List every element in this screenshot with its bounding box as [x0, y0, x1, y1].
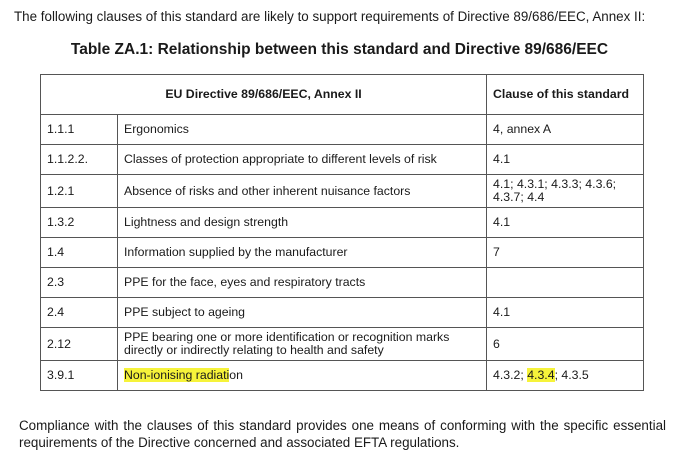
requirement-id: 2.3: [41, 268, 118, 298]
table-header-row: [41, 75, 644, 115]
table-row: [41, 115, 644, 145]
table-row: [41, 298, 644, 328]
requirement-description: Absence of risks and other inherent nuisance factors: [118, 175, 487, 208]
compliance-paragraph: Compliance with the clauses of this standard provides one means of conforming with the specific essential requirements of the Directive concerned and associated EFTA regulations.: [19, 418, 666, 450]
table-row: [41, 175, 644, 208]
table-row: [41, 208, 644, 238]
requirement-id: 3.9.1: [41, 361, 118, 391]
table-row: [41, 361, 644, 391]
table-row: [41, 268, 644, 298]
clause-reference: [487, 361, 644, 391]
clause-reference: 4, annex A: [487, 115, 644, 145]
table-row: [41, 328, 644, 361]
requirement-id: 1.3.2: [41, 208, 118, 238]
table-title: Table ZA.1: Relationship between this standard and Directive 89/686/EEC: [70, 41, 609, 58]
clause-reference: 4.1: [487, 208, 644, 238]
clause-reference: 4.1: [487, 145, 644, 175]
requirement-description: [118, 361, 487, 391]
requirement-description: PPE subject to ageing: [118, 298, 487, 328]
requirement-description: Classes of protection appropriate to different levels of risk: [118, 145, 487, 175]
highlighted-text: Non-ionising radiati: [124, 368, 230, 382]
clause-reference: 4.1; 4.3.1; 4.3.3; 4.3.6; 4.3.7; 4.4: [487, 175, 644, 208]
requirement-id: 1.4: [41, 238, 118, 268]
clause-reference: 7: [487, 238, 644, 268]
requirement-description: Ergonomics: [118, 115, 487, 145]
description-remainder: on: [229, 368, 243, 382]
relationship-table: [40, 74, 644, 391]
clause-reference: 6: [487, 328, 644, 361]
highlighted-clause: 4.3.4: [527, 368, 555, 382]
clause-part-before: 4.3.2;: [493, 368, 528, 382]
requirement-id: 1.1.1: [41, 115, 118, 145]
clause-part-after: ; 4.3.5: [554, 368, 589, 382]
requirement-description: Lightness and design strength: [118, 208, 487, 238]
intro-text: The following clauses of this standard are likely to support requirements of Directive 89/686/EEC, Annex II:: [14, 9, 646, 24]
header-clause: Clause of this standard: [487, 75, 644, 115]
requirement-id: 1.2.1: [41, 175, 118, 208]
requirement-description: PPE bearing one or more identification or recognition marks directly or indirectly relating to health and safety: [118, 328, 487, 361]
header-directive: EU Directive 89/686/EEC, Annex II: [41, 75, 487, 115]
requirement-description: Information supplied by the manufacturer: [118, 238, 487, 268]
clause-reference: 4.1: [487, 298, 644, 328]
requirement-description: PPE for the face, eyes and respiratory tracts: [118, 268, 487, 298]
requirement-id: 1.1.2.2.: [41, 145, 118, 175]
requirement-id: 2.12: [41, 328, 118, 361]
requirement-id: 2.4: [41, 298, 118, 328]
table-row: [41, 238, 644, 268]
table-row: [41, 145, 644, 175]
clause-reference: [487, 268, 644, 298]
